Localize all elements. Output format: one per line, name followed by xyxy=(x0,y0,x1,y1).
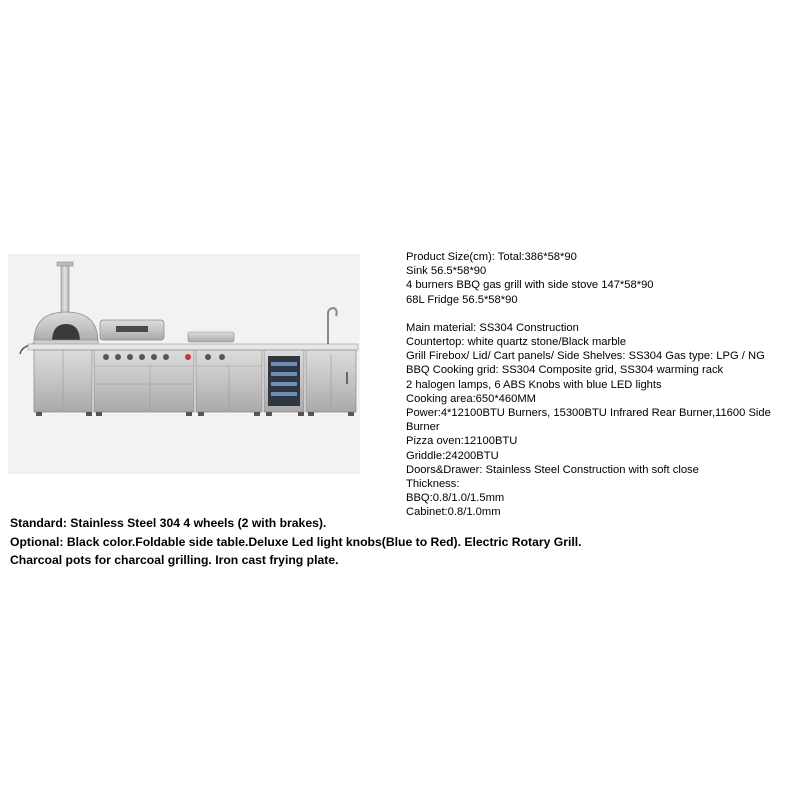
spec-line: Main material: SS304 Construction xyxy=(406,321,579,334)
spec-line: Thickness: xyxy=(406,478,460,491)
spec-line: Griddle:24200BTU xyxy=(406,449,499,462)
spec-line: Power:4*12100BTU Burners, 15300BTU Infrared Rear Burner,11600 Side xyxy=(406,407,771,420)
spec-line: Doors&Drawer: Stainless Steel Construction with soft close xyxy=(406,463,699,476)
spec-line: Grill Firebox/ Lid/ Cart panels/ Side Shelves: SS304 Gas type: LPG / NG xyxy=(406,350,765,363)
spec-line: 2 halogen lamps, 6 ABS Knobs with blue LED lights xyxy=(406,378,662,391)
product-image xyxy=(8,254,360,474)
spec-line: BBQ:0.8/1.0/1.5mm xyxy=(406,492,505,505)
spec-line: Pizza oven:12100BTU xyxy=(406,435,518,448)
spec-line: Countertop: white quartz stone/Black marble xyxy=(406,336,627,349)
spec-line: 68L Fridge 56.5*58*90 xyxy=(406,293,518,306)
spec-line: Burner xyxy=(406,421,440,434)
spec-line: Product Size(cm): Total:386*58*90 xyxy=(406,251,577,263)
spec-line: Cooking area:650*460MM xyxy=(406,392,536,405)
charcoal-note: Charcoal pots for charcoal grilling. Iron cast frying plate. xyxy=(10,553,339,567)
optional-note: Optional: Black color.Foldable side table.Deluxe Led light knobs(Blue to Red). Electric Rotary Grill. xyxy=(10,534,582,549)
spec-spacer xyxy=(406,307,796,321)
spec-line: Sink 56.5*58*90 xyxy=(406,265,487,278)
standard-note: Standard: Stainless Steel 304 4 wheels (2 with brakes). xyxy=(10,516,327,530)
outdoor-kitchen-illustration xyxy=(8,254,360,474)
spec-list xyxy=(406,250,796,520)
spec-line: BBQ Cooking grid: SS304 Composite grid, SS304 warming rack xyxy=(406,364,724,377)
options-notes xyxy=(10,514,790,570)
spec-line: 4 burners BBQ gas grill with side stove 147*58*90 xyxy=(406,279,654,292)
spec-line: Cabinet:0.8/1.0mm xyxy=(406,506,501,519)
